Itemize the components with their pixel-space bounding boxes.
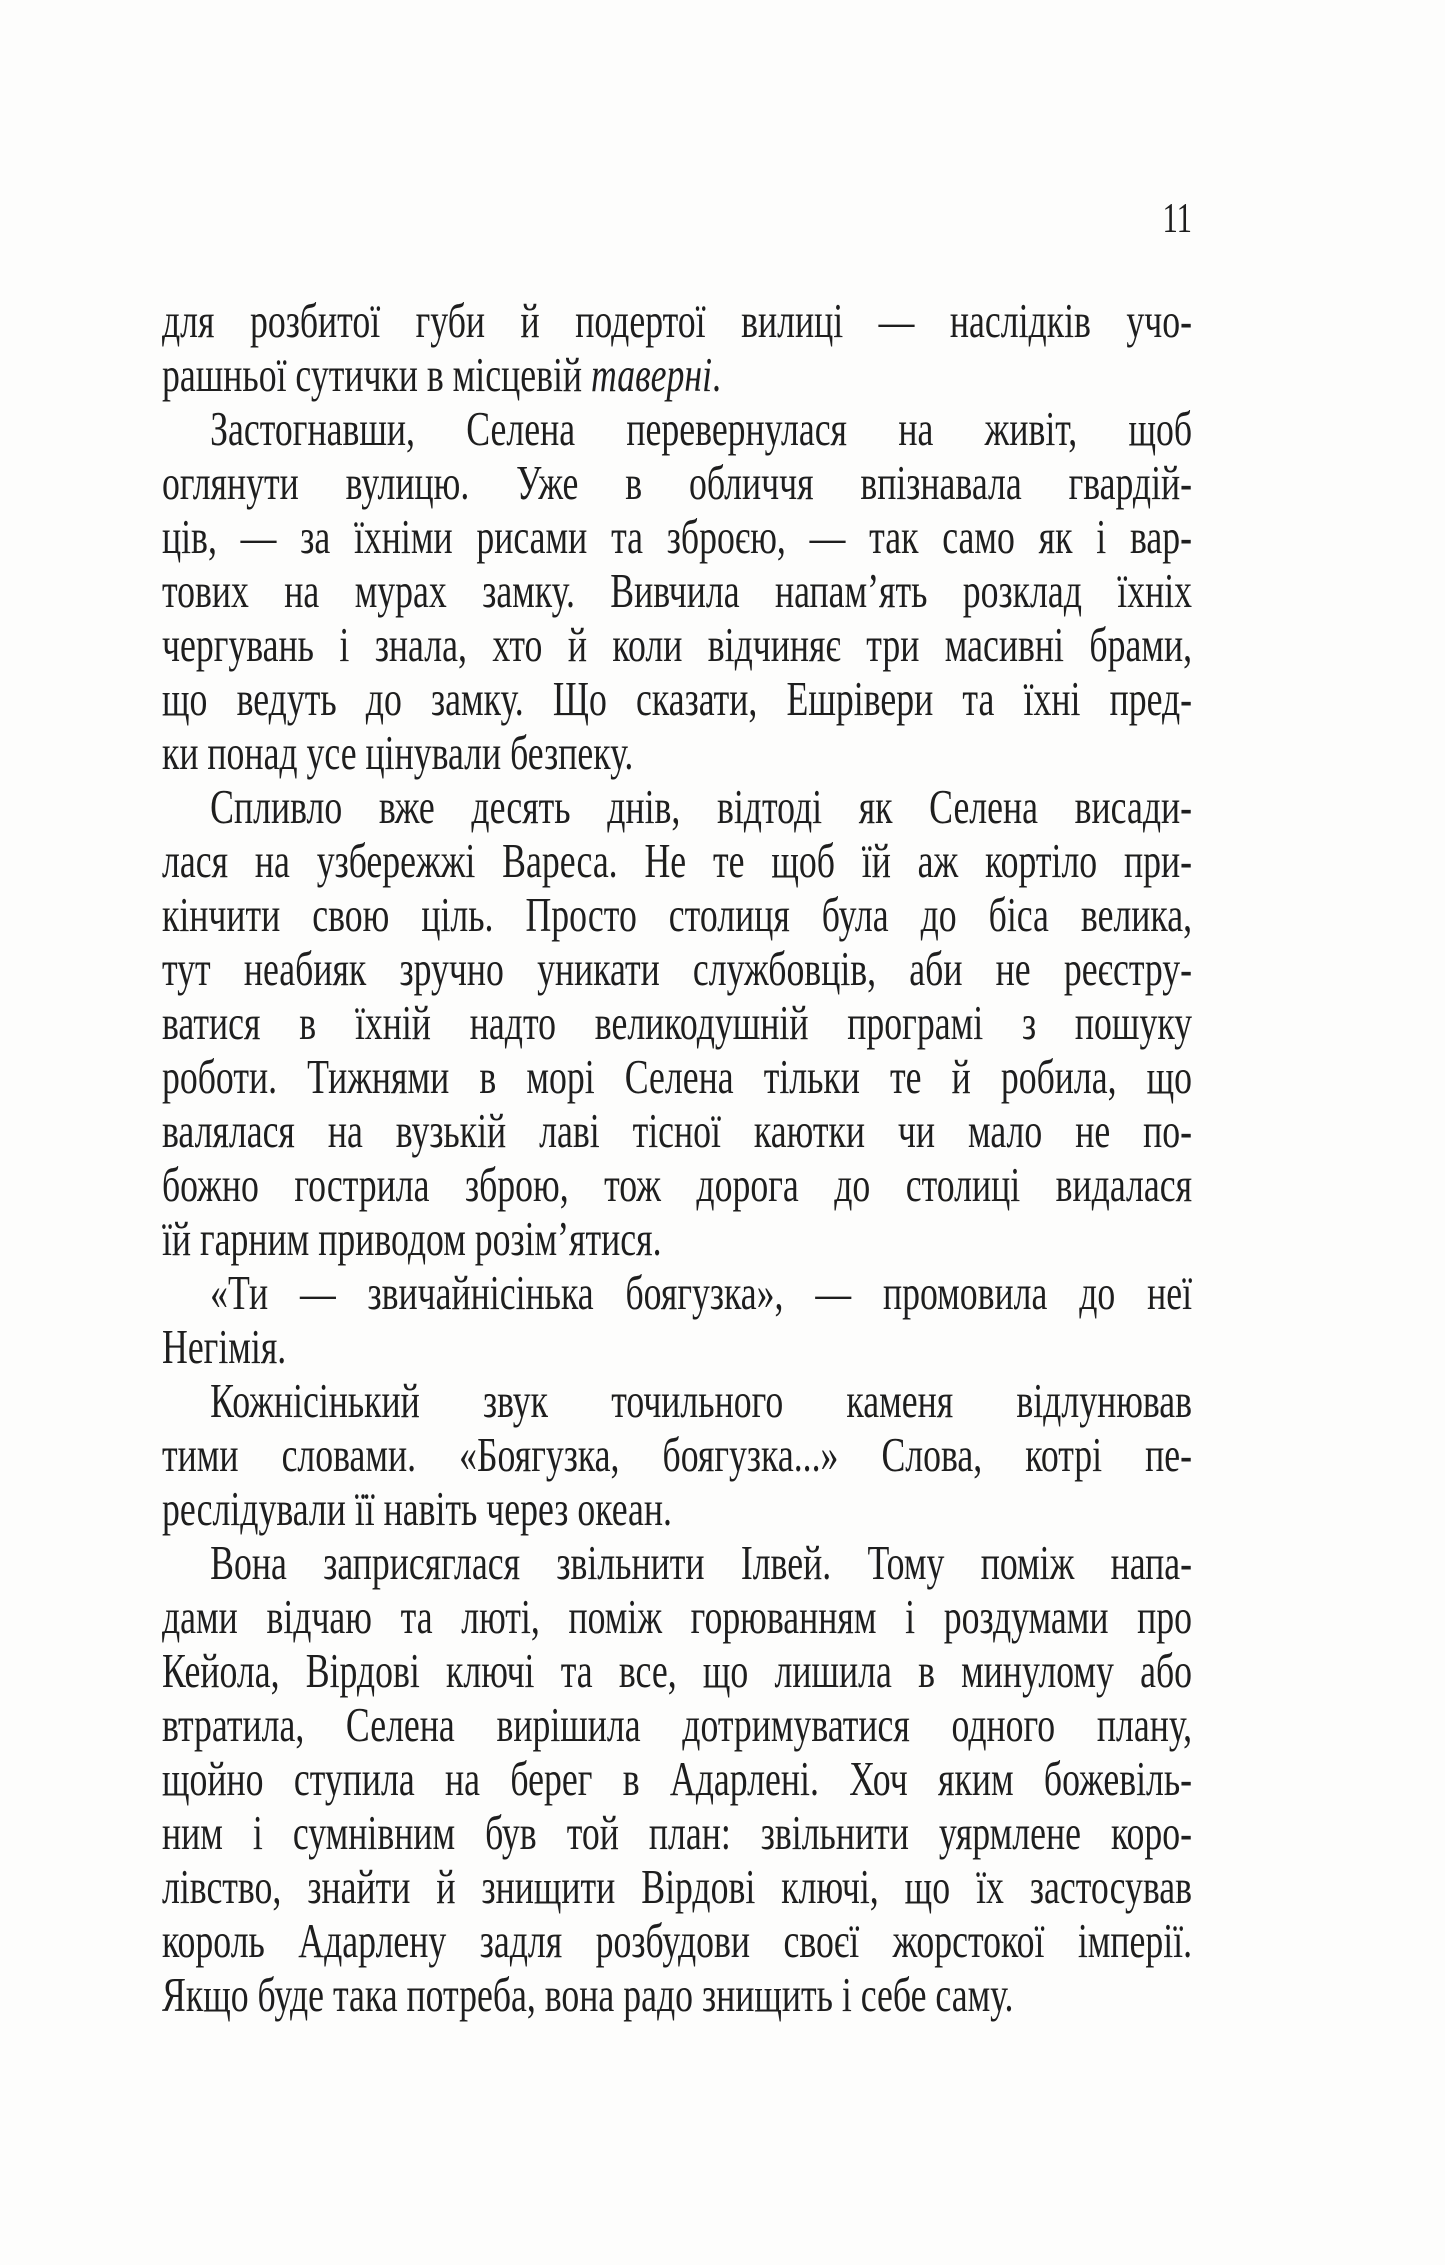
text-line xyxy=(162,1752,1192,1806)
text-line xyxy=(162,996,1192,1050)
text-segment: їй гарним приводом розім’ятися. xyxy=(162,1211,662,1266)
text-line xyxy=(162,834,1192,888)
text-segment: Негімія. xyxy=(162,1319,287,1374)
text-segment: ки понад усе цінували безпеку. xyxy=(162,725,634,780)
text-segment: король Адарлену задля розбудови своєї жорстокої імперії. xyxy=(162,1913,1193,1968)
text-line xyxy=(162,1428,1192,1482)
text-segment: реслідували її навіть через океан. xyxy=(162,1481,672,1536)
text-line xyxy=(162,1266,1192,1320)
page-number: 11 xyxy=(1162,196,1192,242)
text-line xyxy=(162,1698,1192,1752)
text-segment: оглянути вулицю. Уже в обличчя впізнавала гвардій- xyxy=(162,455,1193,510)
text-line xyxy=(162,1806,1192,1860)
text-segment: Кожнісінький звук точильного каменя відлунював xyxy=(210,1373,1193,1428)
text-segment: роботи. Тижнями в морі Селена тільки те й робила, що xyxy=(162,1049,1193,1104)
text-segment: Кейола, Вірдові ключі та все, що лишила в минулому або xyxy=(162,1643,1193,1698)
text-segment-italic: таверні xyxy=(590,347,713,402)
text-segment: ним і сумнівним був той план: звільнити уярмлене коро- xyxy=(162,1805,1193,1860)
text-line xyxy=(162,618,1192,672)
text-segment: Якщо буде така потреба, вона радо знищить і себе саму. xyxy=(162,1967,1014,2022)
text-segment: тими словами. «Боягузка, боягузка...» Слова, котрі пе- xyxy=(162,1427,1193,1482)
text-segment: ців, — за їхніми рисами та зброєю, — так само як і вар- xyxy=(162,509,1193,564)
text-line xyxy=(162,888,1192,942)
text-segment: що ведуть до замку. Що сказати, Ешрівери та їхні пред- xyxy=(162,671,1193,726)
text-line xyxy=(162,564,1192,618)
text-segment: лівство, знайти й знищити Вірдові ключі, що їх застосував xyxy=(162,1859,1193,1914)
text-segment: лася на узбережжі Вареса. Не те щоб їй аж кортіло при- xyxy=(162,833,1193,888)
text-line xyxy=(162,1536,1192,1590)
text-segment: дами відчаю та люті, поміж горюванням і роздумами про xyxy=(162,1589,1193,1644)
text-segment: чергувань і знала, хто й коли відчиняє три масивні брами, xyxy=(162,617,1193,672)
text-segment: втратила, Селена вирішила дотримуватися одного плану, xyxy=(162,1697,1193,1752)
text-line xyxy=(162,726,1192,780)
text-segment: Застогнавши, Селена перевернулася на живіт, щоб xyxy=(210,401,1193,456)
text-line xyxy=(162,456,1192,510)
text-segment: для розбитої губи й подертої вилиці — наслідків учо- xyxy=(162,293,1193,348)
text-segment: тових на мурах замку. Вивчила напам’ять розклад їхніх xyxy=(162,563,1193,618)
text-segment: «Ти — звичайнісінька боягузка», — промовила до неї xyxy=(210,1265,1193,1320)
text-segment: кінчити свою ціль. Просто столиця була до біса велика, xyxy=(162,887,1193,942)
text-line xyxy=(162,1212,1192,1266)
text-line xyxy=(162,780,1192,834)
text-line xyxy=(162,1860,1192,1914)
text-segment: Вона заприсяглася звільнити Ілвей. Тому поміж напа- xyxy=(210,1535,1193,1590)
text-line xyxy=(162,510,1192,564)
text-line xyxy=(162,672,1192,726)
text-segment: щойно ступила на берег в Адарлені. Хоч яким божевіль- xyxy=(162,1751,1193,1806)
text-segment: божно гострила зброю, тож дорога до столиці видалася xyxy=(162,1157,1193,1212)
text-segment: . xyxy=(712,347,721,402)
text-segment: валялася на вузькій лаві тісної каютки чи мало не по- xyxy=(162,1103,1193,1158)
text-line xyxy=(162,942,1192,996)
text-line xyxy=(162,1914,1192,1968)
text-segment: рашньої сутички в місцевій xyxy=(162,347,591,402)
text-line xyxy=(162,1158,1192,1212)
text-line xyxy=(162,1320,1192,1374)
text-segment: тут неабияк зручно уникати службовців, аби не реєстру- xyxy=(162,941,1193,996)
text-line xyxy=(162,1374,1192,1428)
text-line xyxy=(162,348,1192,402)
text-segment: Спливло вже десять днів, відтоді як Селена висади- xyxy=(210,779,1193,834)
text-line xyxy=(162,402,1192,456)
text-line xyxy=(162,1968,1192,2022)
text-line xyxy=(162,1104,1192,1158)
text-block xyxy=(162,294,1192,2022)
text-line xyxy=(162,1050,1192,1104)
text-segment: ватися в їхній надто великодушній програмі з пошуку xyxy=(162,995,1193,1050)
text-line xyxy=(162,1482,1192,1536)
text-line xyxy=(162,1590,1192,1644)
text-line xyxy=(162,294,1192,348)
text-line xyxy=(162,1644,1192,1698)
